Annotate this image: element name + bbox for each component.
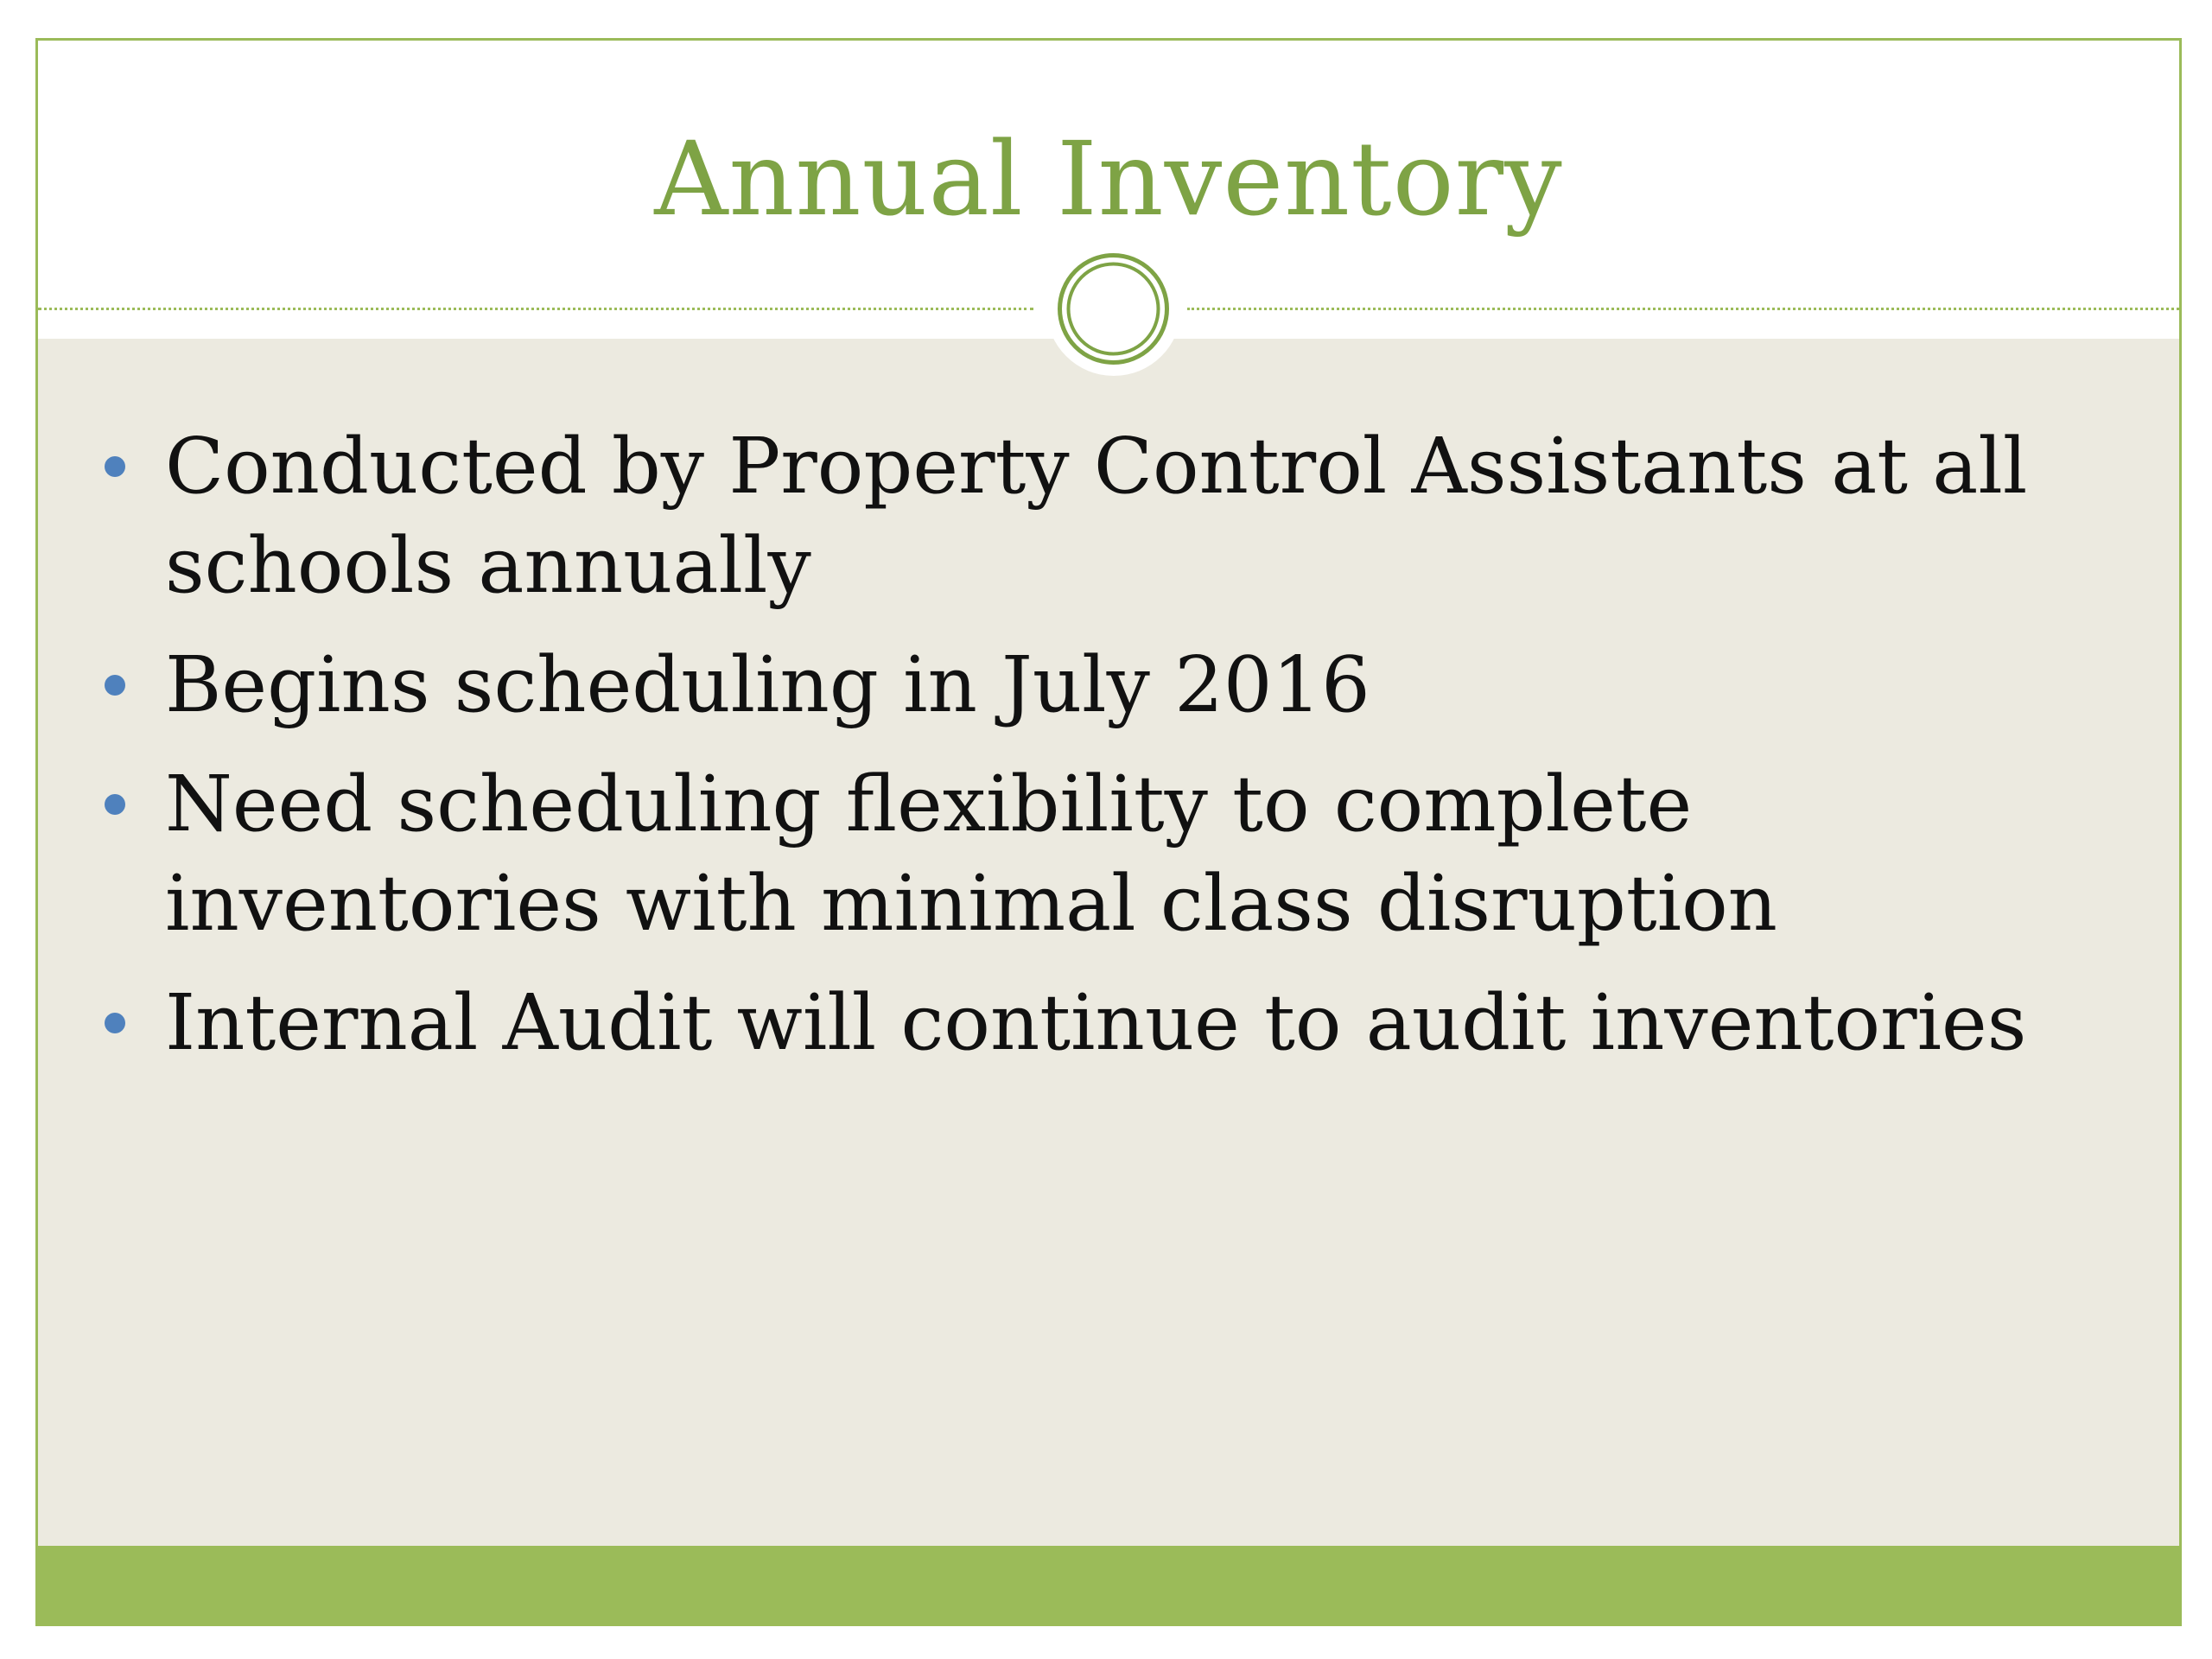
title-divider-left [38,308,1033,310]
slide-title: Annual Inventory [654,119,1563,238]
bullet-dot-icon [105,1013,125,1033]
list-item [38,973,2179,1072]
slide [35,38,2182,1626]
bullet-dot-icon [105,675,125,696]
title-divider-right [1187,308,2179,310]
bullet-text: Conducted by Property Control Assistants at all schools annually [165,421,2028,610]
bullet-dot-icon [105,794,125,815]
list-item [38,754,2179,953]
bullet-list [38,416,2179,1092]
bullet-text: Begins scheduling in July 2016 [165,639,1370,729]
bullet-text: Need scheduling flexibility to complete inventories with minimal class disruption [165,759,1778,948]
double-ring-icon [1055,251,1172,367]
footer-bar [38,1546,2179,1624]
list-item [38,635,2179,734]
bullet-dot-icon [105,456,125,477]
bullet-text: Internal Audit will continue to audit inventories [165,977,2027,1067]
list-item [38,416,2179,615]
